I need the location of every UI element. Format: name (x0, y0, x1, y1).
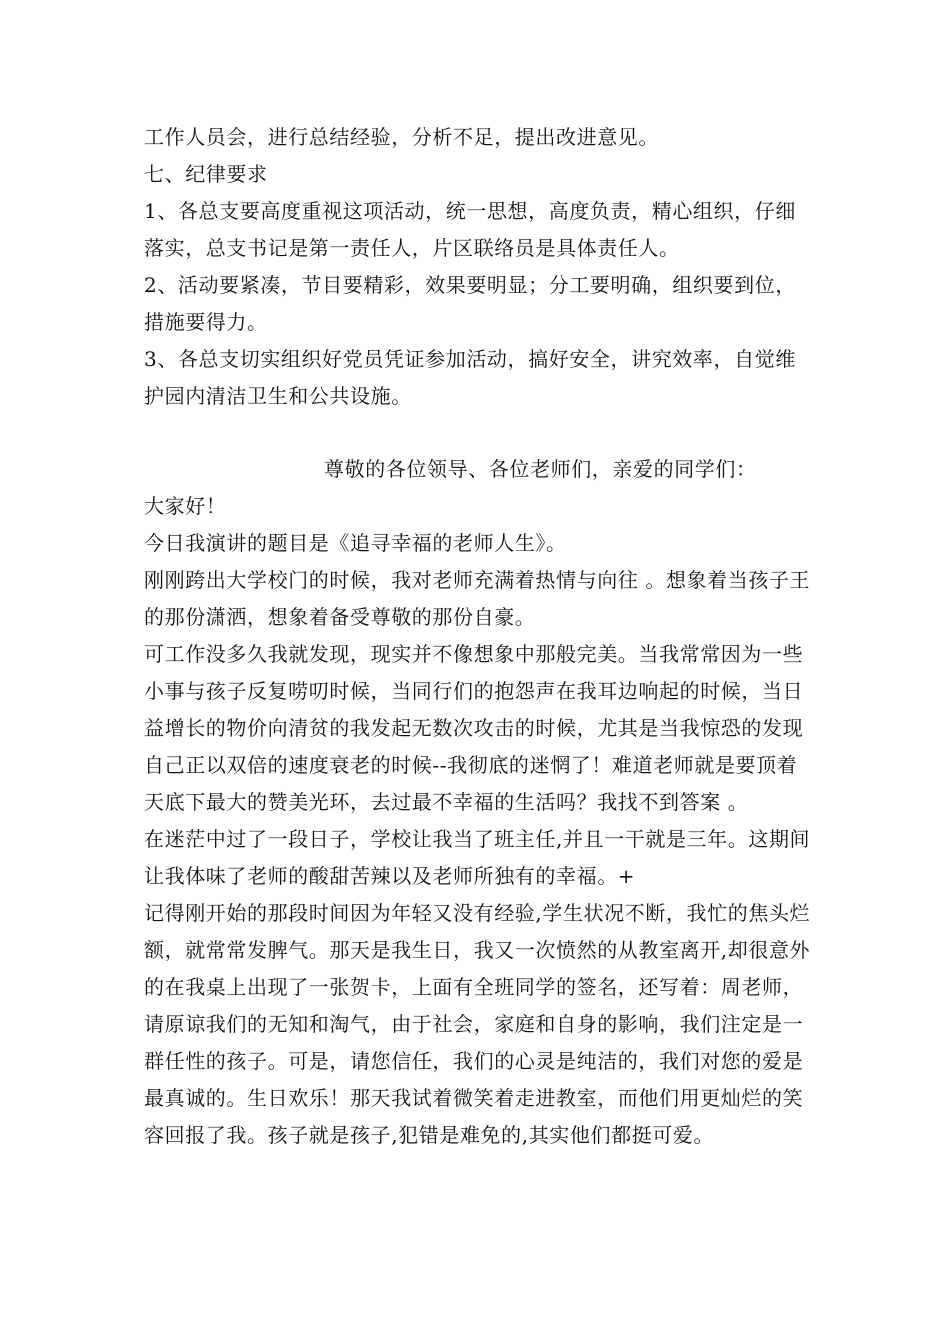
speech-paragraph: 可工作没多久我就发现，现实并不像想象中那般完美。当我常常因为一些小事与孩子反复唠叨时候，当同行们的抱怨声在我耳边响起的时候，当日益增长的物价向清贫的我发起无数次攻击的时候，尤其是当我惊恐的发现自己正以双倍的速度衰老的时候--我彻底的迷惘了！难道老师就是要顶着天底下最大的赞美光环，去过最不幸福的生活吗？我找不到答案 。 (144, 642, 804, 814)
paragraph-summary: 工作人员会，进行总结经验，分析不足，提出改进意见。 (144, 125, 659, 149)
speech-paragraph: 大家好！ (144, 494, 227, 518)
rule-item-3: 3、各总支切实组织好党员凭证参加活动，搞好安全，讲究效率，自觉维护园内清洁卫生和公共设施。 (144, 347, 796, 408)
speech-paragraph: 今日我演讲的题目是《追寻幸福的老师人生》。 (144, 531, 567, 555)
speech-paragraph: 记得刚开始的那段时间因为年轻又没有经验,学生状况不断，我忙的焦头烂额，就常常发脾气。那天是我生日，我又一次愤然的从教室离开,却很意外的在我桌上出现了一张贺卡，上面有全班同学的签名，还写着：周老师，请原谅我们的无知和淘气，由于社会，家庭和自身的影响，我们注定是一群任性的孩子。可是，请您信任，我们的心灵是纯洁的，我们对您的爱是最真诚的。生日欢乐！那天我试着微笑着走进教室，而他们用更灿烂的笑容回报了我。孩子就是孩子,犯错是难免的,其实他们都挺可爱。 (144, 901, 811, 1147)
discipline-section (144, 119, 814, 415)
speech-paragraph: 在迷茫中过了一段日子，学校让我当了班主任,并且一干就是三年。这期间让我体味了老师的酸甜苦辣以及老师所独有的幸福。+ (144, 827, 811, 888)
speech-paragraph: 刚刚跨出大学校门的时候，我对老师充满着热情与向往 。想象着当孩子王的那份潇洒，想象着备受尊敬的那份自豪。 (144, 568, 811, 629)
rule-item-2: 2、活动要紧凑，节目要精彩，效果要明显；分工要明确，组织要到位，措施要得力。 (144, 273, 796, 334)
rule-item-1: 1、各总支要高度重视这项活动，统一思想，高度负责，精心组织，仔细落实，总支书记是第一责任人，片区联络员是具体责任人。 (144, 199, 796, 260)
speech-greeting: 尊敬的各位领导、各位老师们，亲爱的同学们： (324, 457, 757, 481)
section-heading: 七、纪律要求 (144, 162, 268, 186)
speech-section (144, 451, 814, 1154)
